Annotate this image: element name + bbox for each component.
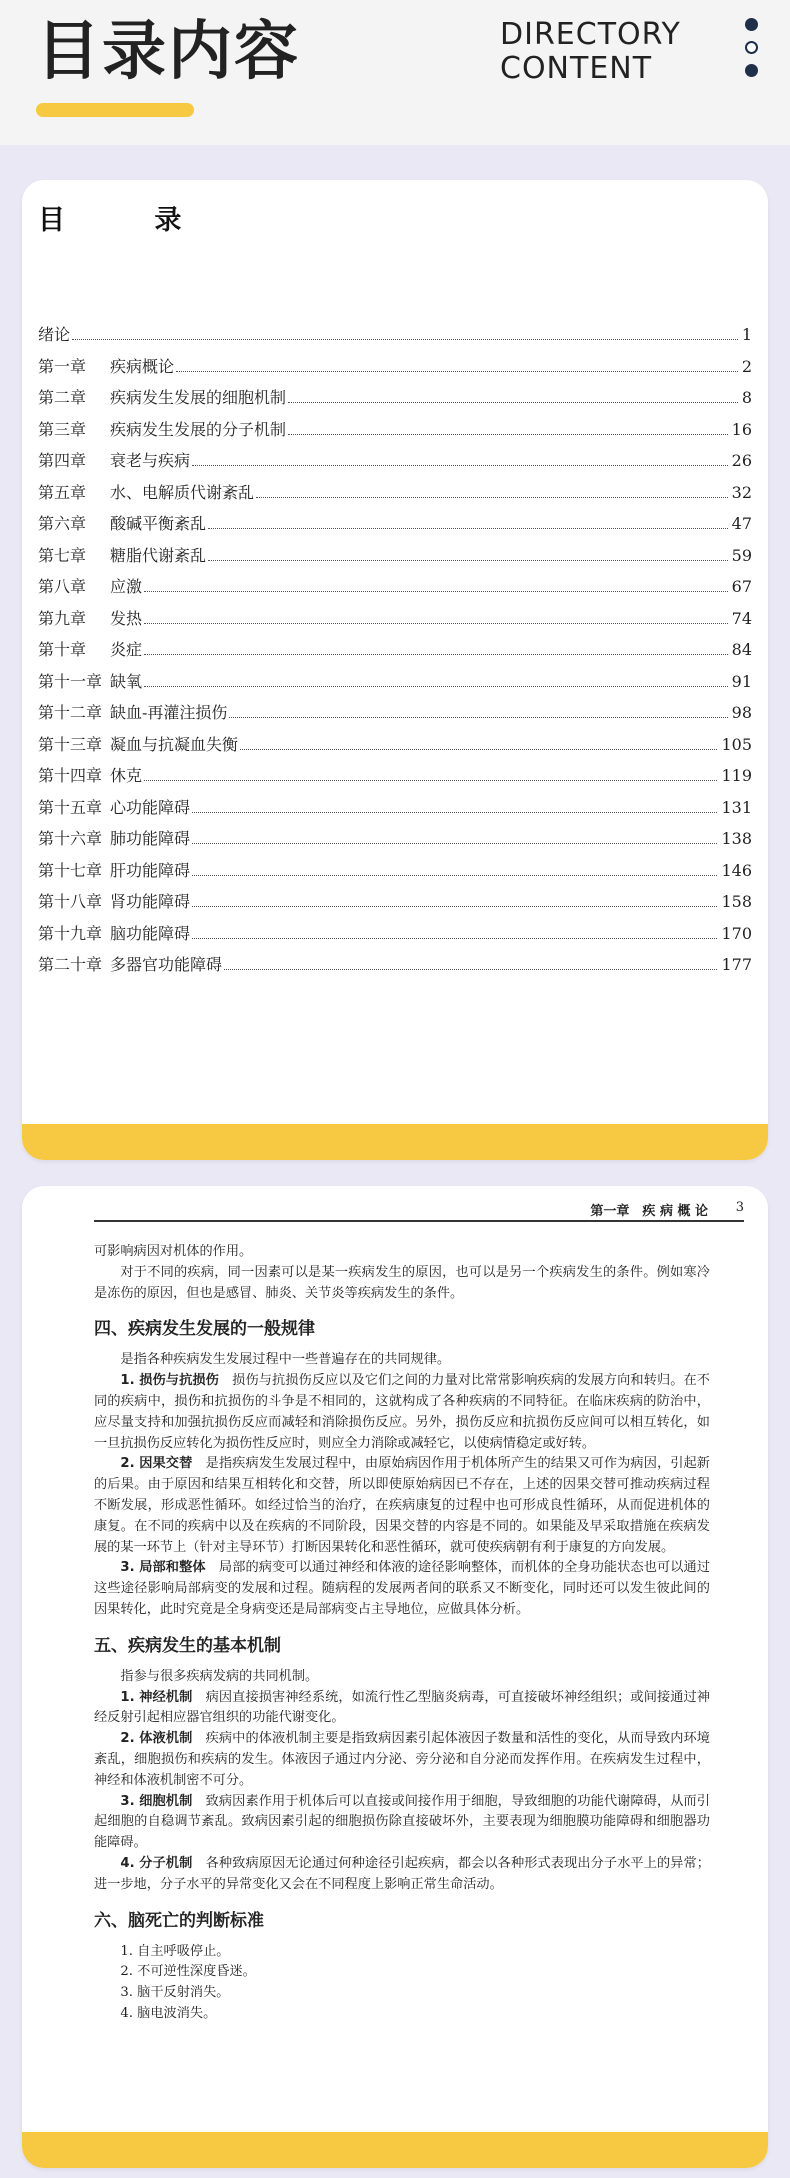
section-heading: 四、疾病发生发展的一般规律 [94,1319,315,1340]
toc-chapter-title: 衰老与疾病 [110,451,191,470]
toc-chapter-number: 第九章 [38,608,87,628]
paragraph [94,1729,710,1791]
toc-chapter-number: 第十一章 [38,671,103,691]
toc-chapter-number: 第一章 [38,356,87,376]
toc-chapter-number: 第二章 [38,388,87,407]
term-text: 是指疾病发生发展过程中，由原始病因作用于机体所产生的结果又可作为病因，引起新的后果。由于原因和结果互相转化和交替，所以即使原始病因已不存在，上述的因果交替可推动疾病过程不断发展，形成恶性循环。如经过恰当的治疗，在疾病康复的过程中也可形成良性循环，从而促进机体的康复。在不同的疾病中以及在疾病的不同阶段，因果交替的内容是不同的。如果能及早采取措施在疾病发展的某一环节上（针对主导环节）打断因果转化和恶性循环，就可使疾病朝有利于康复的方向发展。 [94,1456,710,1555]
toc-page-number: 1 [741,325,752,344]
toc-chapter-number: 第十五章 [38,797,103,817]
toc-dot-leader [208,560,728,561]
toc-dot-leader [224,969,717,970]
toc-page-number: 177 [721,955,752,974]
term-text: 病因直接损害神经系统，如流行性乙型脑炎病毒，可直接破坏神经组织；或间接通过神经反射引起相应器官组织的功能代谢变化。 [94,1689,710,1726]
toc-entry[interactable] [38,574,752,606]
toc-page-number: 98 [731,703,752,722]
toc-entry[interactable] [38,889,752,921]
page-title: 目录内容 [36,15,300,89]
paragraph: 可影响病因对机体的作用。 [94,1244,253,1259]
card-footer-bar [22,2132,768,2168]
term: 4. 分子机制 [120,1855,193,1871]
toc-chapter-title: 心功能障碍 [110,797,191,817]
title-underline-bar [36,103,194,117]
toc-chapter-number: 第十二章 [38,703,103,722]
term: 3. 细胞机制 [120,1793,193,1809]
toc-chapter-title: 酸碱平衡紊乱 [110,514,207,533]
toc-chapter-title: 应激 [110,577,143,596]
toc-dot-leader [144,654,728,655]
toc-chapter-number: 第十四章 [38,766,103,785]
toc-card [22,180,768,1160]
toc-page-number: 146 [721,860,752,880]
toc-page-number: 59 [731,545,752,565]
toc-page-number: 74 [731,608,752,628]
toc-chapter-title: 休克 [110,766,143,785]
section-heading: 六、脑死亡的判断标准 [94,1910,264,1931]
toc-entry[interactable] [38,606,752,638]
toc-chapter-number: 第四章 [38,451,87,470]
toc-chapter-number: 第六章 [38,514,87,533]
toc-chapter-number: 第十六章 [38,829,103,848]
paragraph [94,1558,710,1620]
list-item: 2. 不可逆性深度昏迷。 [120,1964,256,1980]
page-header [0,0,790,145]
toc-dot-leader [176,371,738,372]
term-text: 致病因素作用于机体后可以直接或间接作用于细胞，导致细胞的功能代谢障碍，从而引起细胞的自稳调节紊乱。致病因素引起的细胞损伤除直接破坏外，主要表现为细胞膜功能障碍和细胞器功能障碍。 [94,1793,710,1851]
term: 2. 因果交替 [120,1456,193,1472]
list-item: 1. 自主呼吸停止。 [120,1943,230,1959]
toc-entry[interactable] [38,354,752,386]
toc-chapter-number: 第三章 [38,419,87,439]
page-body [94,1242,710,2025]
toc-chapter-title: 发热 [110,608,143,628]
toc-entry[interactable] [38,417,752,449]
section-heading: 五、疾病发生的基本机制 [94,1635,281,1656]
toc-chapter-number: 第十八章 [38,892,103,911]
toc-chapter-number: 第五章 [38,482,87,502]
running-head-page-number: 3 [735,1200,744,1215]
paragraph: 指参与很多疾病发病的共同机制。 [120,1668,319,1684]
toc-page-number: 158 [721,892,752,911]
toc-entry[interactable] [38,795,752,827]
toc-chapter-title: 炎症 [110,640,143,659]
toc-chapter-title: 多器官功能障碍 [110,955,223,974]
toc-entry[interactable] [38,322,752,354]
term-text: 局部的病变可以通过神经和体液的途径影响整体，而机体的全身功能状态也可以通过这些途径影响局部病变的发展和过程。随病程的发展两者间的联系又不断变化，同时还可以发生彼此间的因果转化，此时究竟是全身病变还是局部病变占主导地位，应做具体分析。 [94,1560,711,1617]
card-footer-bar [22,1124,768,1160]
term: 2. 体液机制 [120,1731,193,1747]
toc-chapter-number: 第二十章 [38,955,103,974]
toc-entry[interactable] [38,826,752,858]
toc-dot-leader [208,528,728,529]
toc-page-number: 105 [721,734,752,754]
toc-chapter-title: 凝血与抗凝血失衡 [110,734,239,754]
toc-dot-leader [144,591,728,592]
dot-icon [745,18,758,31]
toc-page-number: 16 [731,419,752,439]
toc-page-number: 32 [731,482,752,502]
paragraph [94,1454,710,1558]
toc-chapter-number: 第七章 [38,545,87,565]
toc-chapter-title: 脑功能障碍 [110,923,191,943]
pagination-dots [745,18,759,87]
toc-page-number: 84 [731,640,752,659]
toc-dot-leader [256,497,728,498]
toc-heading: 目 录 [38,205,222,236]
list-item: 3. 脑干反射消失。 [120,1985,230,2001]
term: 1. 损伤与抗损伤 [120,1373,219,1389]
paragraph [94,1371,710,1454]
toc-entry[interactable] [38,921,752,953]
toc-dot-leader [240,749,717,750]
english-title-line1: DIRECTORY [500,17,681,52]
running-head-title: 第一章 疾 病 概 论 [590,1204,708,1219]
toc-chapter-title: 水、电解质代谢紊乱 [110,482,255,502]
toc-entry[interactable] [38,763,752,795]
toc-dot-leader [192,843,717,844]
dot-icon [745,64,758,77]
toc-entry[interactable] [38,511,752,543]
toc-chapter-title: 肝功能障碍 [110,860,191,880]
toc-dot-leader [288,434,728,435]
toc-entry[interactable] [38,700,752,732]
toc-page-number: 119 [721,766,752,785]
list-item: 4. 脑电波消失。 [120,2005,217,2021]
toc-chapter-number: 第八章 [38,577,87,596]
toc-page-number: 2 [741,356,752,376]
paragraph [94,1792,710,1854]
paragraph [94,1688,710,1730]
toc-entry[interactable] [38,543,752,575]
toc-page-number: 170 [721,923,752,943]
toc-dot-leader [144,780,717,781]
toc-chapter-number: 第十九章 [38,923,103,943]
toc-chapter-number: 第十章 [38,640,87,659]
term-text: 疾病中的体液机制主要是指致病因素引起体液因子数量和活性的变化，从而导致内环境紊乱，细胞损伤和疾病的发生。体液因子通过内分泌、旁分泌和自分泌而发挥作用。在疾病发生过程中，神经和体液机制密不可分。 [94,1731,710,1788]
criteria-list [94,1942,710,2025]
english-title-line2: CONTENT [500,51,653,86]
toc-page-number: 138 [721,829,752,848]
page-excerpt-card [22,1186,768,2168]
toc-dot-leader [288,402,738,403]
toc-page-number: 26 [731,451,752,470]
toc-dot-leader [192,465,728,466]
dot-outline-icon [745,41,758,54]
toc-page-number: 47 [731,514,752,533]
term-text: 损伤与抗损伤反应以及它们之间的力量对比常常影响疾病的发展方向和转归。在不同的疾病中，损伤和抗损伤的斗争是不相同的，这就构成了各种疾病的不同特征。在临床疾病的防治中，应尽量支持和加强抗损伤反应而减轻和消除损伤反应。另外，损伤反应和抗损伤反应间可以相互转化，如一旦抗损伤反应转化为损伤性反应时，则应全力消除或减轻它，以使病情稳定或好转。 [94,1373,710,1451]
paragraph [94,1854,710,1896]
toc-dot-leader [144,623,728,624]
paragraph: 对于不同的疾病，同一因素可以是某一疾病发生的原因，也可以是另一个疾病发生的条件。例如寒冷是冻伤的原因，但也是感冒、肺炎、关节炎等疾病发生的条件。 [94,1264,710,1301]
toc-entry[interactable] [38,952,752,984]
toc-list [38,322,752,984]
toc-chapter-number: 第十三章 [38,734,103,754]
toc-chapter-title: 疾病概论 [110,356,175,376]
term-text: 各种致病原因无论通过何种途径引起疾病，都会以各种形式表现出分子水平上的异常；进一步地，分子水平的异常变化又会在不同程度上影响正常生命活动。 [94,1855,710,1892]
toc-chapter-title: 疾病发生发展的分子机制 [110,419,287,439]
toc-entry[interactable] [38,732,752,764]
toc-dot-leader [192,938,717,939]
toc-chapter-number: 绪论 [38,325,71,344]
toc-entry[interactable] [38,480,752,512]
toc-chapter-title: 糖脂代谢紊乱 [110,545,207,565]
toc-chapter-title: 肺功能障碍 [110,829,191,848]
toc-page-number: 91 [731,671,752,691]
toc-entry[interactable] [38,858,752,890]
toc-entry[interactable] [38,637,752,669]
toc-dot-leader [72,339,738,340]
toc-dot-leader [192,812,717,813]
toc-chapter-title: 缺氧 [110,671,143,691]
english-title [500,18,681,86]
toc-entry[interactable] [38,669,752,701]
paragraph: 是指各种疾病发生发展过程中一些普遍存在的共同规律。 [120,1352,451,1368]
toc-chapter-title: 缺血-再灌注损伤 [110,703,228,722]
toc-dot-leader [192,906,717,907]
toc-chapter-number: 第十七章 [38,860,103,880]
term: 1. 神经机制 [120,1689,193,1705]
toc-page-number: 67 [731,577,752,596]
toc-dot-leader [229,717,727,718]
running-head [94,1200,744,1222]
toc-page-number: 131 [721,797,752,817]
toc-entry[interactable] [38,385,752,417]
toc-chapter-title: 疾病发生发展的细胞机制 [110,388,287,407]
toc-dot-leader [192,875,717,876]
toc-chapter-title: 肾功能障碍 [110,892,191,911]
toc-dot-leader [144,686,728,687]
toc-entry[interactable] [38,448,752,480]
toc-page-number: 8 [741,388,752,407]
term: 3. 局部和整体 [120,1560,206,1576]
